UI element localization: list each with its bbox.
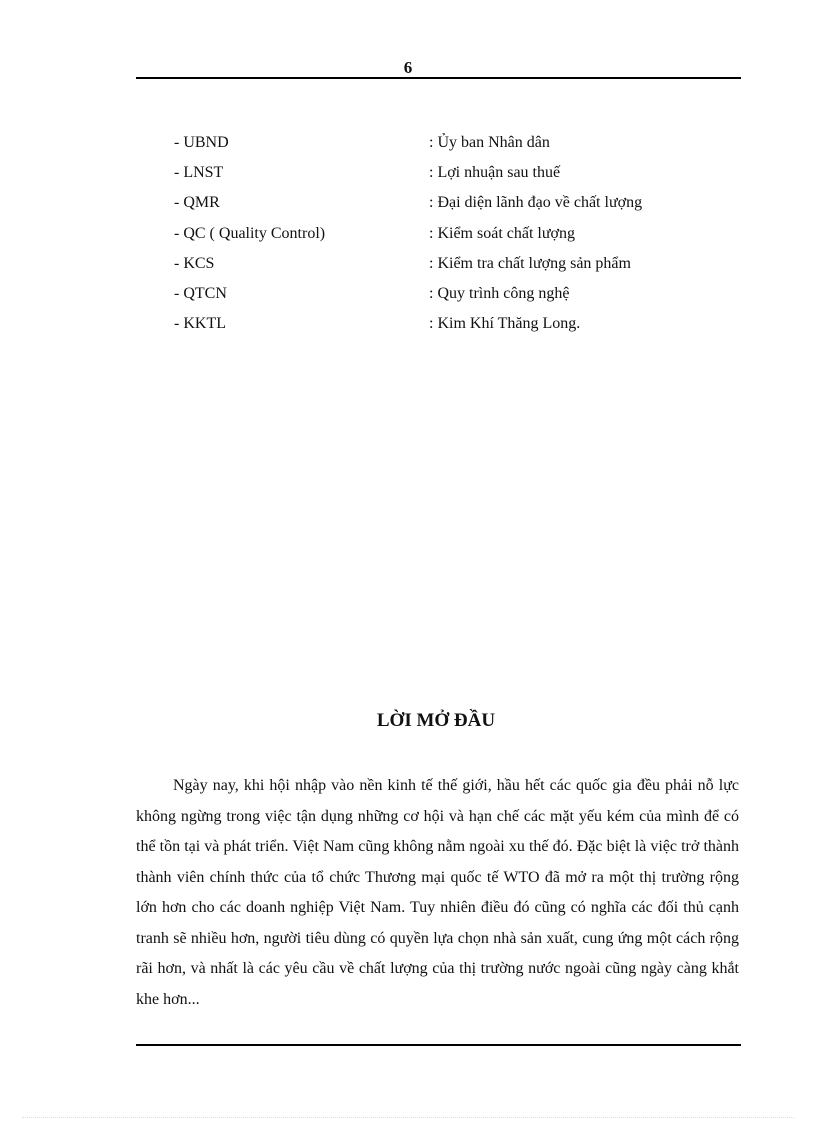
intro-paragraph: Ngày nay, khi hội nhập vào nền kinh tế thế giới, hầu hết các quốc gia đều phải nỗ lực không ngừng trong việc tận dụng những cơ hội và hạn chế các mặt yếu kém của mình để có thể tồn tại và phát triển. Việt Nam cũng không nằm ngoài xu thế đó. Đặc biệt là việc trở thành thành viên chính thức của tổ chức Thương mại quốc tế WTO đã mở ra một thị trường rộng lớn hơn cho các doanh nghiệp Việt Nam. Tuy nhiên điều đó cũng có nghĩa các đối thủ cạnh tranh sẽ nhiều hơn, người tiêu dùng có quyền lựa chọn nhà sản xuất, cung ứng một cách rộng rãi hơn, và nhất là các yêu cầu về chất lượng của thị trường nước ngoài cũng ngày càng khắt khe hơn... bbox=[136, 777, 739, 1008]
section-heading: LỜI MỞ ĐẦU bbox=[376, 710, 496, 731]
page-bottom-divider bbox=[22, 1117, 794, 1118]
abbreviation-row bbox=[174, 313, 734, 343]
abbreviation-term: - KCS bbox=[174, 254, 215, 272]
abbreviation-definition: : Quy trình công nghệ bbox=[429, 284, 570, 302]
page-number: 6 bbox=[403, 58, 413, 77]
abbreviation-definition: : Kim Khí Thăng Long. bbox=[429, 315, 581, 333]
header-rule bbox=[136, 77, 741, 79]
abbreviation-term: - KKTL bbox=[174, 315, 226, 333]
abbreviation-definition: : Lợi nhuận sau thuế bbox=[429, 164, 561, 182]
abbreviation-definition: : Kiểm soát chất lượng bbox=[429, 224, 575, 242]
abbreviation-row bbox=[174, 162, 734, 192]
abbreviation-term: - QC ( Quality Control) bbox=[174, 224, 326, 242]
abbreviation-term: - LNST bbox=[174, 164, 224, 182]
abbreviation-term: - UBND bbox=[174, 134, 229, 151]
abbreviation-list bbox=[174, 132, 734, 343]
abbreviation-term: - QTCN bbox=[174, 284, 227, 302]
abbreviation-row bbox=[174, 283, 734, 313]
abbreviation-row bbox=[174, 223, 734, 253]
abbreviation-definition: : Kiểm tra chất lượng sản phẩm bbox=[429, 254, 631, 272]
footer-rule bbox=[136, 1044, 741, 1046]
abbreviation-definition: : Đại diện lãnh đạo về chất lượng bbox=[429, 194, 643, 212]
abbreviation-row bbox=[174, 132, 734, 162]
abbreviation-row bbox=[174, 253, 734, 283]
abbreviation-definition: : Ủy ban Nhân dân bbox=[429, 134, 550, 151]
abbreviation-term: - QMR bbox=[174, 194, 220, 212]
abbreviation-row bbox=[174, 192, 734, 222]
